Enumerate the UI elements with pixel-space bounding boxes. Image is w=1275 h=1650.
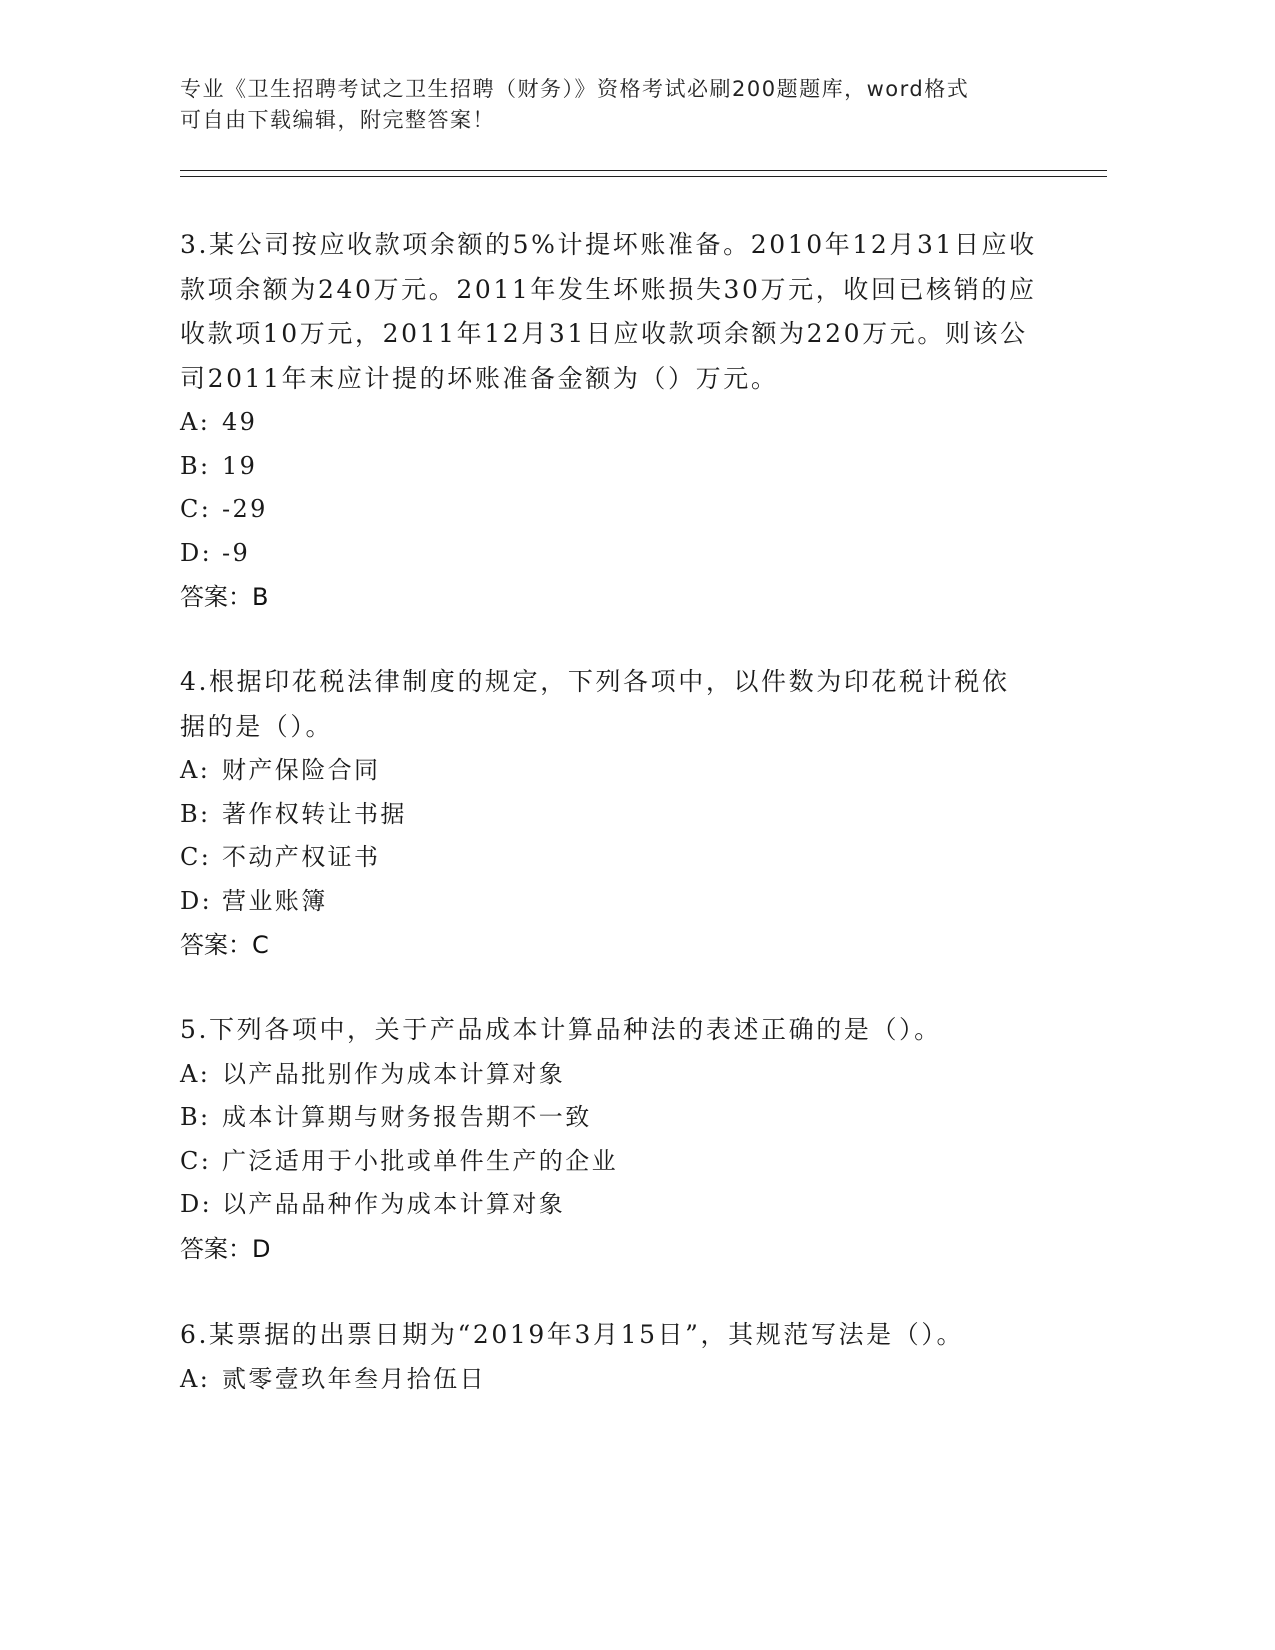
option-text: 成本计算期与财务报告期不一致 — [222, 1103, 592, 1131]
option-key: D: — [180, 886, 213, 915]
header-line-2: 可自由下载编辑，附完整答案！ — [180, 108, 495, 132]
answer-label: 答案： — [180, 931, 252, 959]
option-c — [180, 836, 1060, 880]
answer-value: D — [252, 1234, 271, 1263]
option-a — [180, 749, 1060, 793]
option-text: 财产保险合同 — [222, 756, 381, 784]
question-6 — [180, 1313, 1060, 1401]
question-5 — [180, 1008, 1060, 1271]
option-key: C: — [180, 1146, 212, 1175]
question-stem-line: 5.下列各项中，关于产品成本计算品种法的表述正确的是（）。 — [180, 1015, 942, 1044]
option-b — [180, 793, 1060, 837]
question-stem-line: 款项余额为240万元。2011年发生坏账损失30万元，收回已核销的应 — [180, 274, 1037, 304]
answer-value: B — [252, 583, 269, 611]
option-key: B: — [180, 799, 211, 828]
question-stem-line: 4.根据印花税法律制度的规定，下列各项中，以件数为印花税计税依 — [180, 667, 1010, 696]
answer-label: 答案： — [180, 1234, 252, 1263]
question-stem-line: 收款项10万元，2011年12月31日应收款项余额为220万元。则该公 — [180, 319, 1028, 348]
option-text: -9 — [222, 538, 251, 567]
option-key: A: — [180, 1059, 211, 1088]
option-key: D: — [180, 1190, 213, 1218]
question-stem-line: 3.某公司按应收款项余额的5%计提坏账准备。2010年12月31日应收 — [180, 230, 1037, 259]
option-key: B: — [180, 1103, 211, 1131]
question-stem-line: 6.某票据的出票日期为“2019年3月15日”，其规范写法是（）。 — [180, 1320, 965, 1349]
option-key: A: — [180, 1364, 211, 1393]
option-d — [180, 532, 1060, 576]
question-stem-line: 司2011年末应计提的坏账准备金额为（）万元。 — [180, 363, 779, 393]
option-text: 49 — [222, 408, 258, 436]
option-a — [180, 401, 1060, 445]
option-key: A: — [180, 408, 211, 436]
option-text: -29 — [222, 495, 268, 523]
option-text: 广泛适用于小批或单件生产的企业 — [222, 1146, 618, 1175]
option-d — [180, 880, 1060, 924]
option-text: 以产品品种作为成本计算对象 — [222, 1190, 566, 1218]
option-b — [180, 1096, 1060, 1140]
answer-line — [180, 575, 1060, 619]
option-c — [180, 1140, 1060, 1184]
answer-label: 答案： — [180, 583, 252, 611]
option-key: A: — [180, 756, 211, 784]
option-text: 19 — [222, 451, 258, 480]
option-text: 以产品批别作为成本计算对象 — [222, 1059, 566, 1088]
question-4 — [180, 660, 1060, 967]
answer-line — [180, 923, 1060, 967]
question-stem-line: 据的是（）。 — [180, 711, 334, 741]
option-c — [180, 488, 1060, 532]
answer-value: C — [252, 931, 269, 959]
option-text: 著作权转让书据 — [222, 799, 407, 828]
document-header — [180, 74, 1060, 136]
option-key: B: — [180, 451, 211, 480]
answer-line — [180, 1227, 1060, 1271]
option-text: 贰零壹玖年叁月拾伍日 — [222, 1364, 486, 1393]
header-divider-bottom — [180, 176, 1107, 177]
header-line-1: 专业《卫生招聘考试之卫生招聘（财务）》资格考试必刷200题题库，word格式 — [180, 77, 970, 101]
option-text: 不动产权证书 — [222, 843, 381, 871]
header-divider-top — [180, 170, 1107, 171]
option-b — [180, 445, 1060, 489]
option-key: C: — [180, 495, 212, 523]
option-a — [180, 1053, 1060, 1097]
option-text: 营业账簿 — [222, 886, 328, 915]
option-key: D: — [180, 538, 213, 567]
question-3 — [180, 223, 1060, 619]
option-a — [180, 1358, 1060, 1402]
option-key: C: — [180, 843, 212, 871]
option-d — [180, 1183, 1060, 1227]
